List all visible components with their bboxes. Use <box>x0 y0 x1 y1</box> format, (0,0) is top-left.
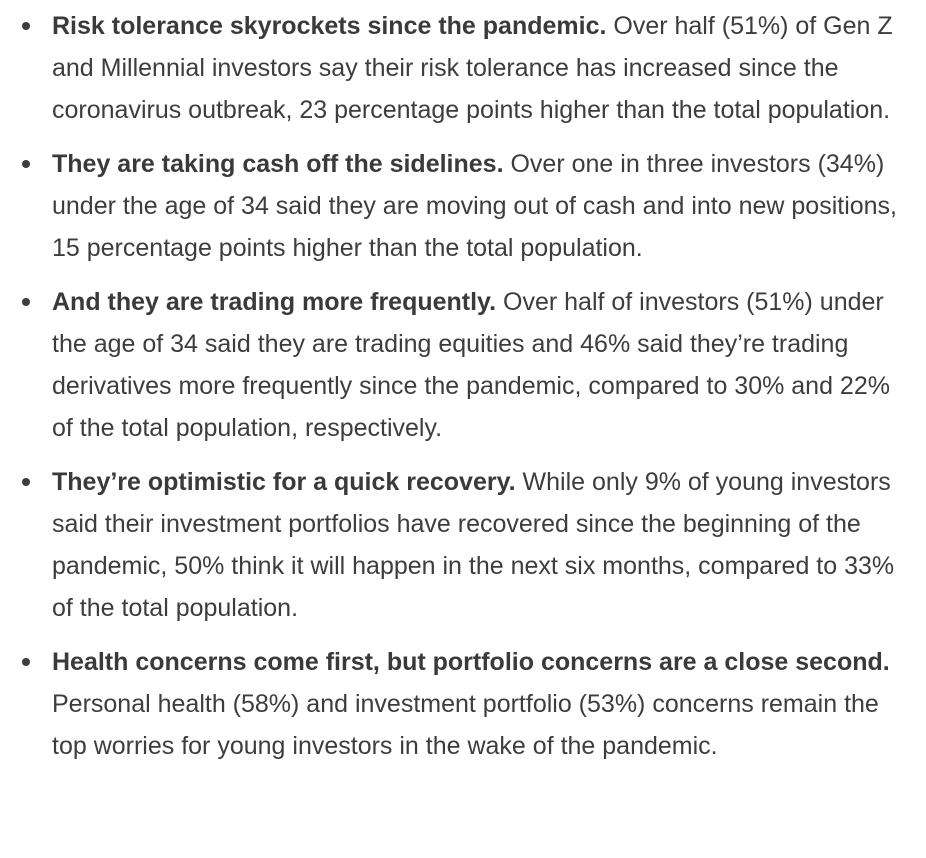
item-lead: They’re optimistic for a quick recovery. <box>52 468 523 496</box>
item-body: Over one in three investors (34%) under the age of 34 said they are moving out of cash and into new positions, 15 percentage points higher than the total population. <box>52 150 897 262</box>
bullet-icon <box>22 22 30 30</box>
item-body: Over half of investors (51%) under the age of 34 said they are trading equities and 46% said they’re trading derivatives more frequently since the pandemic, compared to 30% and 22% of the total population, respectively. <box>52 288 890 442</box>
list-item <box>0 461 926 629</box>
list-item <box>0 143 926 269</box>
item-body: Personal health (58%) and investment portfolio (53%) concerns remain the top worries for young investors in the wake of the pandemic. <box>52 690 879 760</box>
list-item <box>0 5 926 131</box>
list-item <box>0 641 926 767</box>
item-lead: And they are trading more frequently. <box>52 288 504 316</box>
bullet-icon <box>22 658 30 666</box>
item-lead: They are taking cash off the sidelines. <box>52 150 511 178</box>
item-body: While only 9% of young investors said their investment portfolios have recovered since the beginning of the pandemic, 50% think it will happen in the next six months, compared to 33% of the total population. <box>52 468 895 622</box>
item-body: Over half (51%) of Gen Z and Millennial investors say their risk tolerance has increased since the coronavirus outbreak, 23 percentage points higher than the total population. <box>52 12 893 124</box>
bullet-icon <box>22 478 30 486</box>
list-item <box>0 281 926 449</box>
bullet-icon <box>22 160 30 168</box>
item-lead: Risk tolerance skyrockets since the pandemic. <box>52 12 614 40</box>
bullet-icon <box>22 298 30 306</box>
item-lead: Health concerns come first, but portfolio concerns are a close second. <box>52 648 890 676</box>
